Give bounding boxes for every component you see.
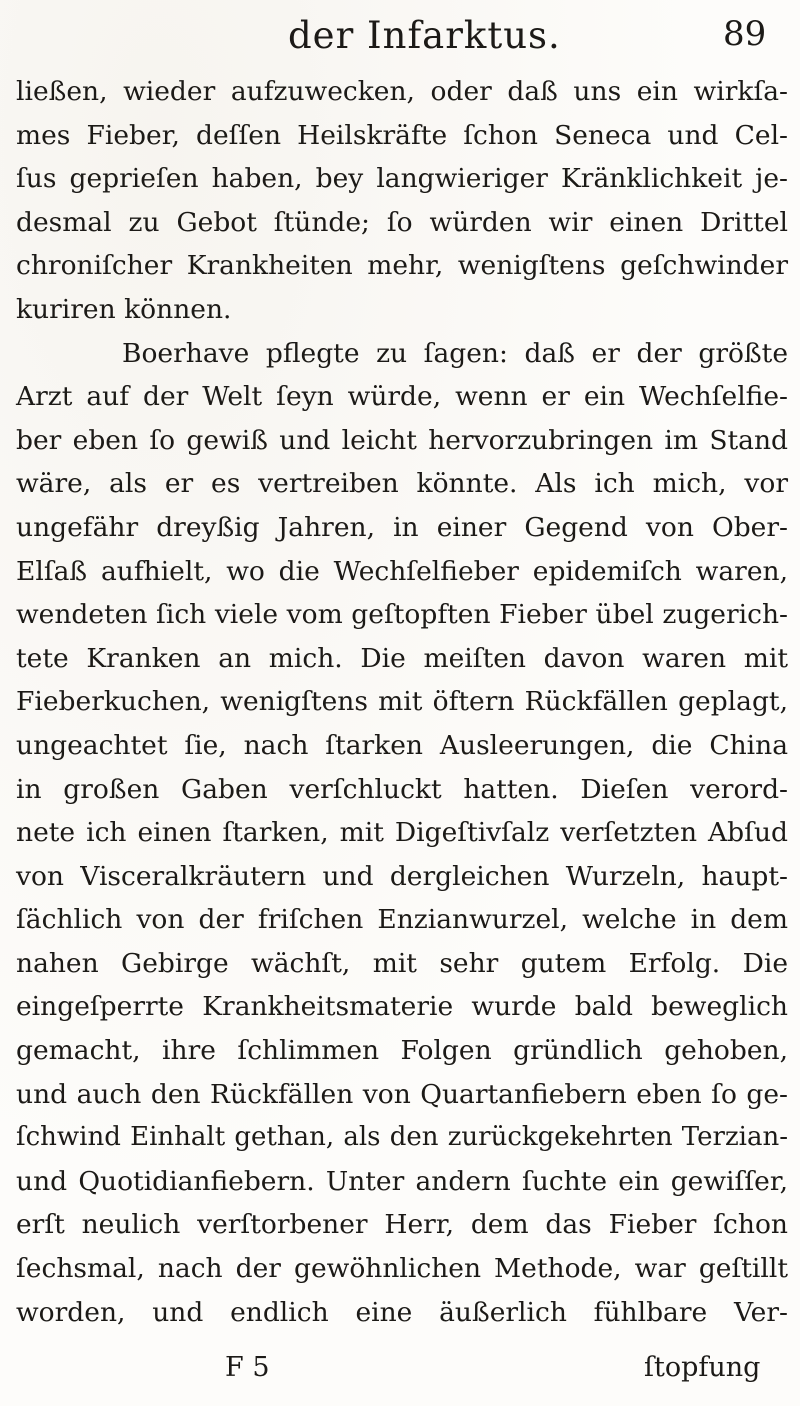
running-head: [0, 8, 800, 66]
running-head-title: der Infarktus.: [288, 14, 561, 57]
text-line: ungefähr dreyßig Jahren, in einer Gegend von Ober-: [16, 511, 788, 543]
text-line: ließen, wieder aufzuwecken, oder daß uns ein wirkſa-: [16, 76, 788, 107]
text-line: mes Fieber, deſſen Heilskräfte ſchon Seneca und Cel-: [16, 119, 788, 151]
text-line: erſt neulich verſtorbener Herr, dem das Fieber ſchon: [16, 1209, 788, 1241]
text-line: kuriren können.: [16, 293, 232, 325]
text-line: eingeſperrte Krankheitsmaterie wurde bald beweglich: [16, 991, 788, 1023]
text-line: worden, und endlich eine äußerlich fühlbare Ver-: [16, 1296, 788, 1328]
page-number: 89: [723, 14, 767, 54]
text-line: und Quotidianfiebern. Unter andern ſuchte ein gewiſſer,: [16, 1165, 788, 1197]
text-line: Arzt auf der Welt ſeyn würde, wenn er ein Wechſelfie-: [16, 381, 788, 413]
text-line: nete ich einen ſtarken, mit Digeſtivſalz verſetzten Abſud: [16, 817, 788, 849]
text-line: ſus geprieſen haben, bey langwieriger Kränklichkeit je-: [16, 163, 788, 195]
paragraph-2: [16, 332, 788, 1335]
text-line: in großen Gaben verſchluckt hatten. Dieſen verord-: [16, 773, 788, 805]
text-line: Boerhave pflegte zu ſagen: daß er der größte: [122, 337, 788, 369]
text-line: gemacht, ihre ſchlimmen Folgen gründlich gehoben,: [16, 1035, 788, 1067]
text-line: ſechsmal, nach der gewöhnlichen Methode, war geſtillt: [16, 1253, 788, 1285]
signature-mark: F 5: [225, 1352, 270, 1383]
paragraph-1: [16, 70, 788, 332]
text-line: und auch den Rückfällen von Quartanfiebern eben ſo ge-: [16, 1078, 788, 1110]
text-line: von Visceralkräutern und dergleichen Wurzeln, haupt-: [16, 860, 788, 892]
text-line: Fieberkuchen, wenigſtens mit öftern Rückfällen geplagt,: [16, 686, 788, 718]
text-line: tete Kranken an mich. Die meiſten davon waren mit: [16, 642, 788, 674]
text-line: chroniſcher Krankheiten mehr, wenigſtens geſchwinder: [16, 250, 788, 282]
text-line: Elſaß aufhielt, wo die Wechſelfieber epidemiſch waren,: [16, 555, 788, 587]
text-line: ber eben ſo gewiß und leicht hervorzubringen im Stand: [16, 424, 788, 456]
text-line: nahen Gebirge wächſt, mit sehr gutem Erfolg. Die: [16, 947, 788, 979]
body-text: [16, 70, 788, 1334]
text-line: ungeachtet ſie, nach ſtarken Ausleerungen, die China: [16, 729, 788, 761]
text-line: wendeten ſich viele vom geſtopften Fieber übel zugerich-: [16, 599, 788, 631]
text-line: ſchwind Einhalt gethan, als den zurückgekehrten Terzian-: [16, 1122, 788, 1153]
text-line: ſächlich von der friſchen Enzianwurzel, welche in dem: [16, 904, 788, 936]
catchword: ſtopfung: [644, 1352, 761, 1383]
text-line: wäre, als er es vertreiben könnte. Als ich mich, vor: [16, 468, 788, 500]
text-line: desmal zu Gebot ſtünde; ſo würden wir einen Drittel: [16, 206, 788, 238]
page-footer: [0, 1352, 800, 1396]
